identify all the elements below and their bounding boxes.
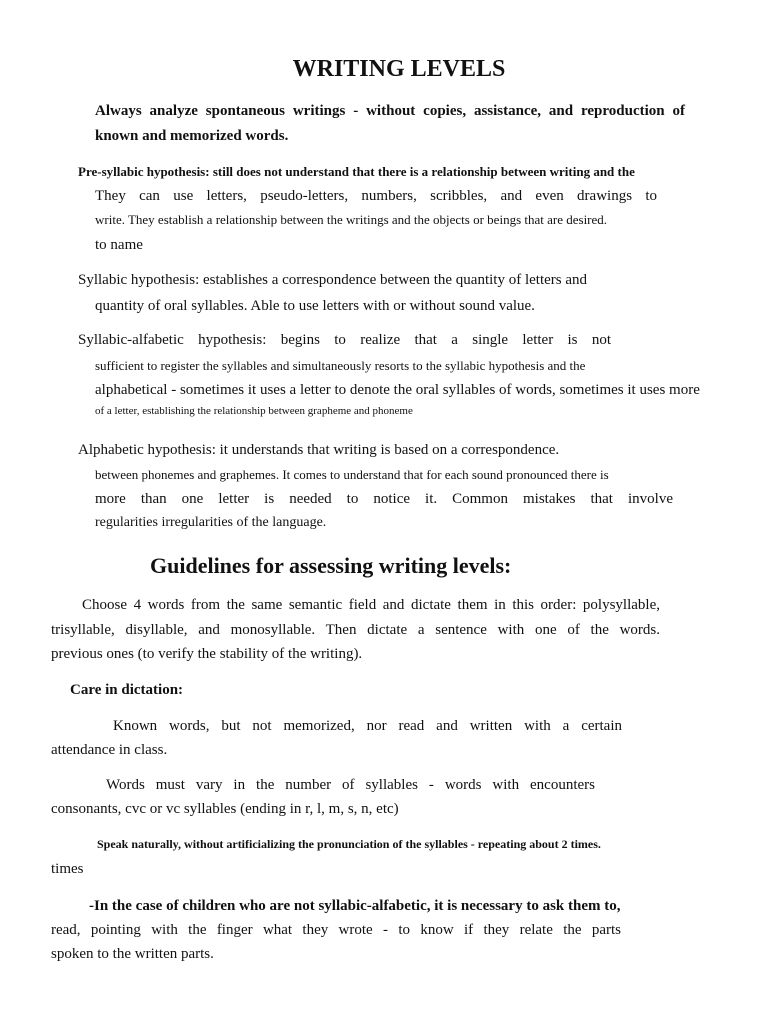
- care-heading: Care in dictation:: [70, 682, 184, 698]
- syllabic-alfabetic-line-4: of a letter, establishing the relationship between grapheme and phoneme: [95, 405, 413, 417]
- care-children-line-2: read, pointing with the finger what they wrote - to know if they relate the parts: [51, 922, 621, 938]
- intro-line-1: Always analyze spontaneous writings - without copies, assistance, and reproduction of: [95, 103, 685, 119]
- care-speak-line-1: Speak naturally, without artificializing the pronunciation of the syllables - repeating about 2 times.: [97, 837, 601, 851]
- syllabic-line-2: quantity of oral syllables. Able to use letters with or without sound value.: [95, 298, 535, 314]
- pre-syllabic-heading: Pre-syllabic hypothesis: still does not understand that there is a relationship between writing and the: [78, 164, 635, 179]
- pre-syllabic-line-4: to name: [95, 237, 143, 253]
- intro-line-2: known and memorized words.: [95, 128, 289, 144]
- syllabic-alfabetic-line-3: alphabetical - sometimes it uses a letter to denote the oral syllables of words, sometimes it uses more: [95, 382, 700, 398]
- guidelines-heading: Guidelines for assessing writing levels:: [150, 553, 512, 578]
- pre-syllabic-line-2: They can use letters, pseudo-letters, numbers, scribbles, and even drawings to: [95, 188, 657, 204]
- guidelines-line-2: trisyllable, disyllable, and monosyllable. Then dictate a sentence with one of the words.: [51, 622, 660, 638]
- care-speak-line-2: times: [51, 861, 84, 877]
- alphabetic-line-2: between phonemes and graphemes. It comes to understand that for each sound pronounced there is: [95, 467, 609, 482]
- pre-syllabic-line-3: write. They establish a relationship between the writings and the objects or beings that are desired.: [95, 212, 608, 227]
- care-known-line-2: attendance in class.: [51, 742, 168, 758]
- care-vary-line-2: consonants, cvc or vc syllables (ending in r, l, m, s, n, etc): [51, 801, 399, 817]
- care-children-line-3: spoken to the written parts.: [51, 946, 214, 962]
- care-known-line-1: Known words, but not memorized, nor read and written with a certain: [113, 718, 622, 734]
- alphabetic-heading: Alphabetic hypothesis: it understands that writing is based on a correspondence.: [78, 442, 560, 458]
- syllabic-alfabetic-line-2: sufficient to register the syllables and simultaneously resorts to the syllabic hypothesis and the: [95, 358, 586, 373]
- alphabetic-line-4: regularities irregularities of the language.: [95, 515, 327, 530]
- page-title: WRITING LEVELS: [292, 56, 506, 82]
- guidelines-line-3: previous ones (to verify the stability of the writing).: [51, 646, 363, 662]
- care-children-line-1: -In the case of children who are not syllabic-alfabetic, it is necessary to ask them to,: [89, 898, 621, 914]
- alphabetic-line-3: more than one letter is needed to notice it. Common mistakes that involve: [95, 491, 673, 507]
- syllabic-heading: Syllabic hypothesis: establishes a correspondence between the quantity of letters and: [78, 272, 588, 288]
- syllabic-alfabetic-heading: Syllabic-alfabetic hypothesis: begins to realize that a single letter is not: [78, 332, 611, 348]
- care-vary-line-1: Words must vary in the number of syllables - words with encounters: [106, 777, 595, 793]
- guidelines-line-1: Choose 4 words from the same semantic field and dictate them in this order: polysyllable,: [82, 597, 660, 613]
